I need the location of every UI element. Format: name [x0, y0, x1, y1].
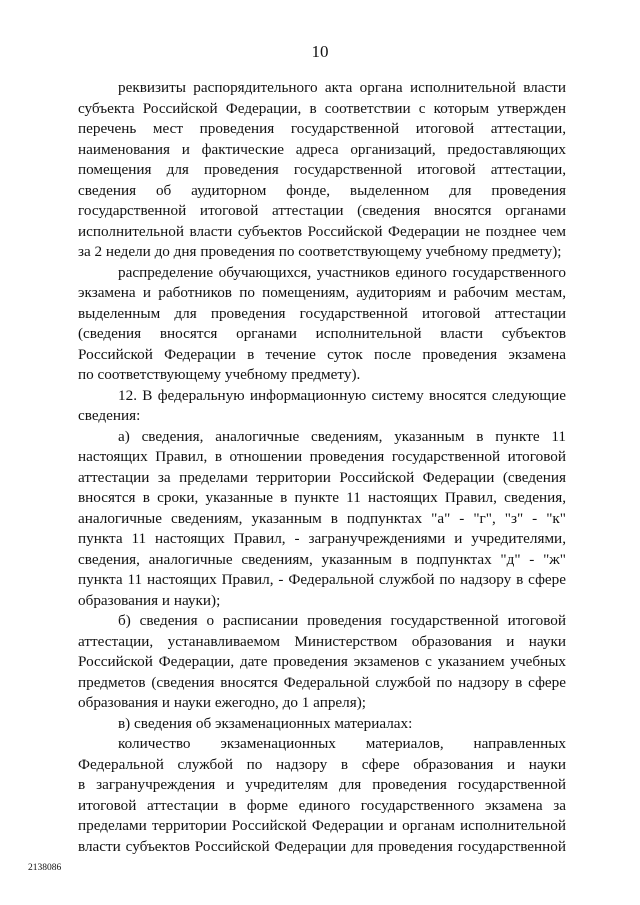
- text-line: в загранучреждения и учредителям для проведения государственной: [78, 776, 566, 793]
- text-line: сведения, аналогичные сведениям, указанным в подпунктах "д" - "ж": [78, 550, 566, 568]
- paragraph: [78, 263, 566, 386]
- text-line: перечень мест проведения государственной итоговой аттестации,: [78, 120, 566, 137]
- text-line: настоящих Правил, в отношении проведения государственной итоговой: [78, 448, 566, 465]
- text-line: образования и науки);: [78, 591, 221, 609]
- text-line: сведения:: [78, 407, 141, 424]
- text-line: б) сведения о расписании проведения государственной итоговой: [118, 612, 566, 629]
- text-line: распределение обучающихся, участников единого государственного: [118, 263, 566, 281]
- text-line: 12. В федеральную информационную систему вносятся следующие: [118, 386, 566, 404]
- text-line: реквизиты распорядительного акта органа исполнительной власти: [118, 79, 566, 96]
- text-line: экзамена и работников по помещениям, аудиториям и рабочим местам,: [78, 284, 566, 301]
- paragraph: [78, 386, 566, 427]
- paragraph: [78, 78, 566, 263]
- text-line: аттестации, устанавливаемом Министерством образования и науки: [78, 632, 566, 650]
- text-line: сведения об аудиторном фонде, выделенном для проведения: [78, 181, 566, 199]
- text-line: в) сведения об экзаменационных материалах:: [118, 714, 413, 732]
- text-line: Российской Федерации, дате проведения экзаменов с указанием учебных: [78, 653, 566, 670]
- text-line: власти субъектов Российской Федерации для проведения государственной: [78, 837, 566, 855]
- paragraph: [78, 734, 566, 857]
- text-line: аналогичные сведениям, указанным в подпунктах "а" - "г", "з" - "к": [78, 509, 566, 527]
- page-number: 10: [311, 42, 329, 61]
- text-line: наименования и фактические адреса организаций, предоставляющих: [78, 140, 566, 158]
- text-line: Федеральной службой по надзору в сфере образования и науки: [78, 755, 566, 773]
- text-line: пункта 11 настоящих Правил, - загранучреждениями и учредителями,: [78, 530, 566, 547]
- text-line: пункта 11 настоящих Правил, - Федеральной службой по надзору в сфере: [78, 571, 566, 588]
- text-line: (сведения вносятся органами исполнительной власти субъектов: [78, 325, 566, 342]
- text-line: аттестации за пределами территории Российской Федерации (сведения: [78, 468, 566, 486]
- paragraph: [78, 427, 566, 612]
- text-line: пределами территории Российской Федерации и органам исполнительной: [78, 817, 566, 834]
- text-line: помещения для проведения государственной итоговой аттестации,: [78, 161, 566, 178]
- text-line: по соответствующему учебному предмету).: [78, 366, 361, 383]
- paragraph: [78, 714, 566, 735]
- document-code: 2138086: [28, 863, 62, 873]
- text-line: субъекта Российской Федерации, в соответствии с которым утвержден: [78, 99, 566, 117]
- text-line: выделенным для проведения государственной итоговой аттестации: [78, 304, 566, 322]
- text-line: вносятся в сроки, указанные в пункте 11 настоящих Правил, сведения,: [78, 489, 566, 506]
- document-body: [78, 78, 566, 857]
- text-line: за 2 недели до дня проведения по соответствующему учебному предмету);: [78, 243, 562, 260]
- text-line: количество экзаменационных материалов, направленных: [118, 735, 566, 752]
- text-line: исполнительной власти субъектов Российской Федерации не позднее чем: [78, 222, 566, 240]
- text-line: Российской Федерации в течение суток после проведения экзамена: [78, 345, 566, 363]
- text-line: предметов (сведения вносятся Федеральной службой по надзору в сфере: [78, 673, 566, 691]
- text-line: государственной итоговой аттестации (сведения вносятся органами: [78, 202, 566, 219]
- text-line: образования и науки ежегодно, до 1 апреля);: [78, 694, 367, 711]
- paragraph: [78, 611, 566, 714]
- text-line: итоговой аттестации в форме единого государственного экзамена за: [78, 796, 566, 814]
- text-line: а) сведения, аналогичные сведениям, указанным в пункте 11: [118, 427, 566, 445]
